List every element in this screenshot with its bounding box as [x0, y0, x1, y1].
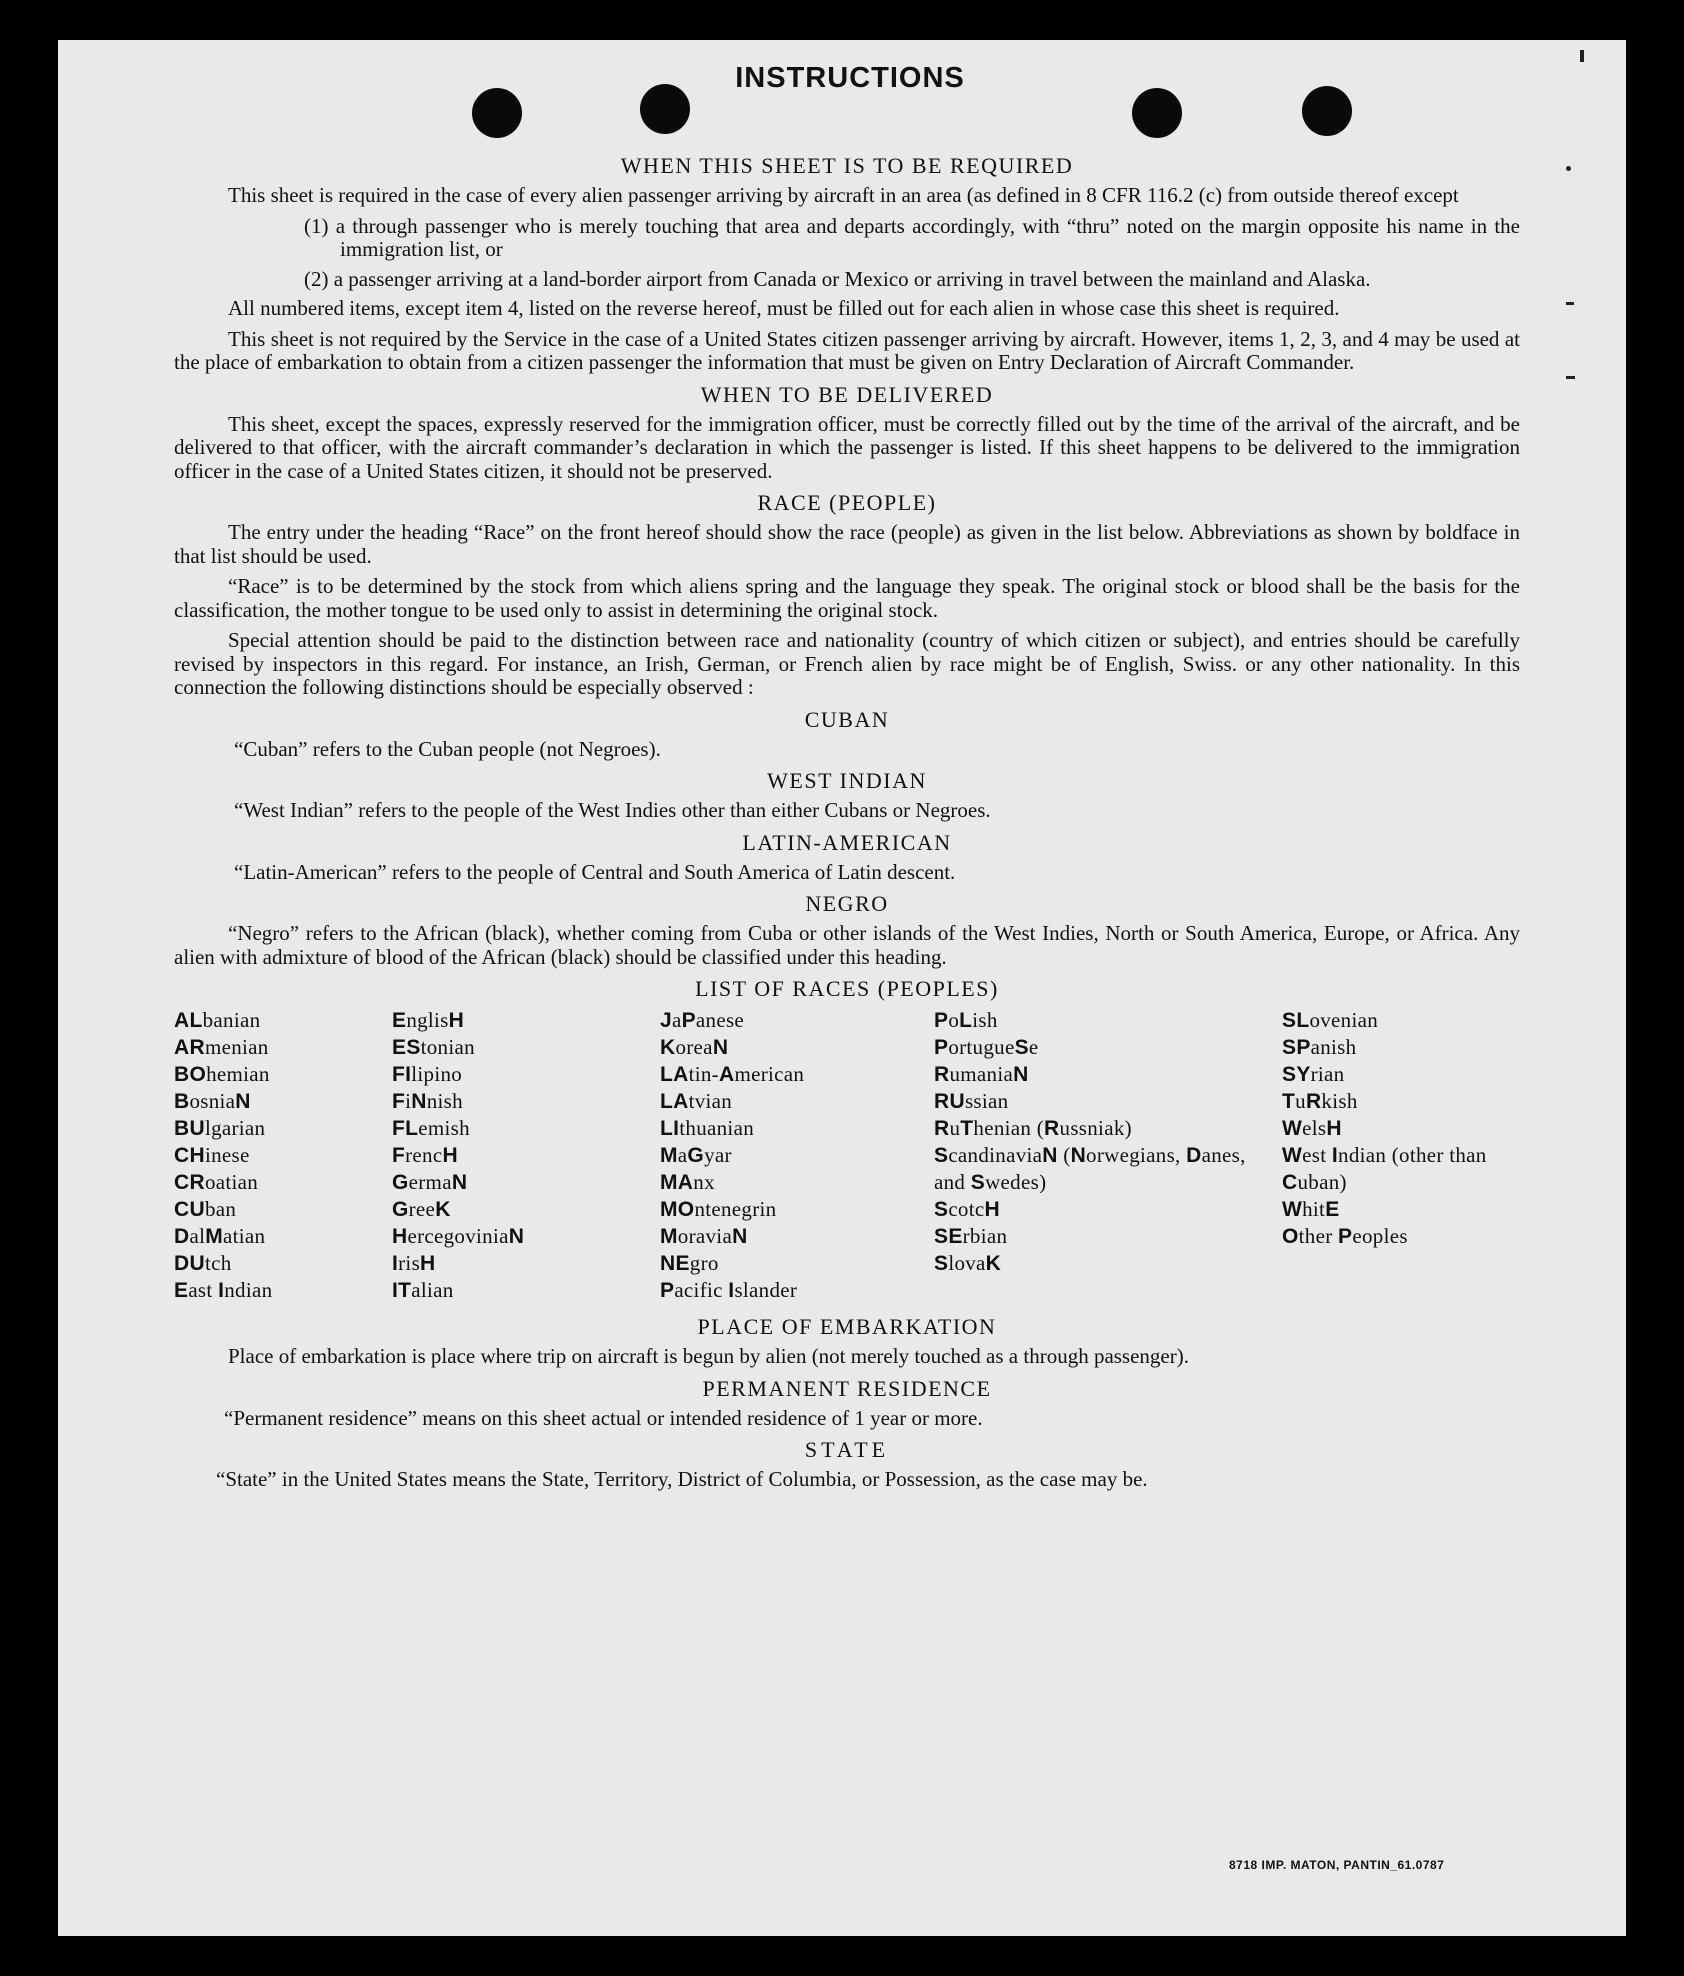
section-heading-residence: PERMANENT RESIDENCE [702, 1375, 992, 1401]
race-entry: TuRkish [1282, 1089, 1358, 1113]
races-column [660, 1007, 934, 1304]
race-entry: Other Peoples [1282, 1224, 1408, 1248]
race-entry: SErbian [934, 1224, 1008, 1248]
race-entry: RumaniaN [934, 1062, 1029, 1086]
section-heading-delivered: WHEN TO BE DELIVERED [700, 381, 994, 407]
races-column [392, 1007, 660, 1304]
section-heading-races-list: LIST OF RACES (PEOPLES) [695, 976, 999, 1001]
race-entry: FIlipino [392, 1062, 463, 1086]
race-entry: MAnx [660, 1170, 715, 1194]
instructions-body [174, 146, 1520, 1499]
races-column [934, 1007, 1282, 1304]
race-entry: WhitE [1282, 1197, 1340, 1221]
race-entry: LIthuanian [660, 1116, 754, 1140]
races-column [1282, 1007, 1520, 1304]
race-entry: JaPanese [660, 1008, 745, 1032]
race-entry: MoraviaN [660, 1224, 748, 1248]
race-entry: Pacific Islander [660, 1278, 798, 1302]
races-column [174, 1007, 392, 1304]
definition-text: “Permanent residence” means on this sheet actual or intended residence of 1 year or more. [224, 1405, 983, 1430]
race-entry: BUlgarian [174, 1116, 266, 1140]
race-entry: GermaN [392, 1170, 468, 1194]
race-entry: DalMatian [174, 1224, 266, 1248]
race-entry: CRoatian [174, 1170, 259, 1194]
paragraph: This sheet, except the spaces, expressly reserved for the immigration officer, must be correctly filled out by the time of the arrival of the aircraft, and be delivered to that officer, with the aircraft commander’s declaration in which the passenger is listed. If this sheet happens to be delivered to the immigration officer in the case of a United States citizen, it should not be preserved. [174, 411, 1520, 483]
race-entry: RuThenian (Russniak) [934, 1116, 1132, 1140]
punch-hole [1132, 88, 1182, 138]
race-entry: SYrian [1282, 1062, 1345, 1086]
definition-text: “Cuban” refers to the Cuban people (not Negroes). [234, 736, 661, 761]
race-entry: HercegoviniaN [392, 1224, 525, 1248]
scan-speck [1566, 302, 1574, 305]
race-entry: ScandinaviaN (Norwegians, Danes, and Swedes) [934, 1143, 1246, 1194]
race-entry: East Indian [174, 1278, 273, 1302]
definition-text: “State” in the United States means the State, Territory, District of Columbia, or Possession, as the case may be. [216, 1467, 1148, 1491]
race-entry: PoLish [934, 1008, 998, 1032]
race-entry: West Indian (other than Cuban) [1282, 1143, 1487, 1194]
race-entry: NEgro [660, 1251, 719, 1275]
paragraph: This sheet is not required by the Service in the case of a United States citizen passenger arriving by aircraft. However, items 1, 2, 3, and 4 may be used at the place of embarkation to obtain from a citizen passenger the information that must be given on Entry Declaration of Aircraft Commander. [174, 326, 1520, 374]
race-entry: ARmenian [174, 1035, 269, 1059]
section-heading-required: WHEN THIS SHEET IS TO BE REQUIRED [620, 153, 1074, 178]
race-entry: LAtin-American [660, 1062, 805, 1086]
punch-hole [1302, 86, 1352, 136]
race-entry: SlovaK [934, 1251, 1002, 1275]
race-entry: CUban [174, 1197, 237, 1221]
race-entry: EnglisH [392, 1008, 465, 1032]
section-heading-race: RACE (PEOPLE) [757, 490, 937, 515]
race-entry: ITalian [392, 1278, 454, 1302]
race-entry: ALbanian [174, 1008, 261, 1032]
race-entry: KoreaN [660, 1035, 729, 1059]
paragraph: The entry under the heading “Race” on the front hereof should show the race (people) as given in the list below. Abbreviations as shown by boldface in that list should be used. [174, 520, 1520, 568]
races-list [174, 1007, 1520, 1304]
definition-text: “Latin-American” refers to the people of Central and South America of Latin descent. [234, 859, 956, 884]
exception-item: (1) a through passenger who is merely touching that area and departs accordingly, with “thru” noted on the margin opposite his name in the immigration list, or [304, 213, 1520, 261]
race-entry: LAtvian [660, 1089, 733, 1113]
race-entry: GreeK [392, 1197, 451, 1221]
race-entry: EStonian [392, 1035, 475, 1059]
exception-item: (2) a passenger arriving at a land-border airport from Canada or Mexico or arriving in travel between the mainland and Alaska. [304, 266, 1371, 291]
scan-speck [1566, 166, 1571, 171]
page-title: INSTRUCTIONS [735, 62, 965, 94]
paragraph: All numbered items, except item 4, listed on the reverse hereof, must be filled out for each alien in whose case this sheet is required. [228, 296, 1340, 320]
section-heading-west-indian: WEST INDIAN [767, 768, 927, 793]
section-heading-cuban: CUBAN [804, 706, 890, 732]
section-heading-embarkation: PLACE OF EMBARKATION [697, 1314, 997, 1339]
definition-text: Place of embarkation is place where trip on aircraft is begun by alien (not merely touched as a through passenger). [228, 1344, 1189, 1368]
race-entry: DUtch [174, 1251, 232, 1275]
section-heading-state: STATE [804, 1437, 890, 1462]
section-heading-latin-american: LATIN-AMERICAN [742, 829, 952, 855]
race-entry: FiNnish [392, 1089, 463, 1113]
race-entry: FrencH [392, 1143, 458, 1167]
paragraph: “Race” is to be determined by the stock from which aliens spring and the language they speak. The original stock or blood shall be the basis for the classification, the mother tongue to be used only to assist in determining the original stock. [174, 574, 1520, 622]
race-entry: MaGyar [660, 1143, 732, 1167]
race-entry: WelsH [1282, 1116, 1342, 1140]
race-entry: MOntenegrin [660, 1197, 777, 1221]
race-entry: SLovenian [1282, 1008, 1379, 1032]
paragraph: Special attention should be paid to the distinction between race and nationality (country of which citizen or subject), and entries should be carefully revised by inspectors in this regard. For instance, an Irish, German, or French alien by race might be of English, Swiss. or any other nationality. In this connection the following distinctions should be especially observed : [174, 628, 1520, 699]
definition-text: “West Indian” refers to the people of the West Indies other than either Cubans or Negroes. [234, 798, 991, 822]
race-entry: IrisH [392, 1251, 436, 1275]
scan-speck [1580, 50, 1584, 62]
punch-hole [472, 88, 522, 138]
printer-imprint: 8718 IMP. MATON, PANTIN_61.0787 [1229, 1858, 1445, 1872]
definition-text: “Negro” refers to the African (black), whether coming from Cuba or other islands of the West Indies, North or South America, Europe, or Africa. Any alien with admixture of blood of the African (black) should be classified under this heading. [174, 921, 1520, 969]
race-entry: ScotcH [934, 1197, 1000, 1221]
race-entry: PortugueSe [934, 1035, 1039, 1059]
race-entry: CHinese [174, 1143, 250, 1167]
race-entry: BosniaN [174, 1089, 251, 1113]
race-entry: RUssian [934, 1089, 1009, 1113]
paragraph: This sheet is required in the case of every alien passenger arriving by aircraft in an area (as defined in 8 CFR 116.2 (c) from outside thereof except [228, 183, 1459, 207]
race-entry: SPanish [1282, 1035, 1357, 1059]
section-heading-negro: NEGRO [805, 891, 889, 916]
race-entry: BOhemian [174, 1062, 270, 1086]
scan-speck [1566, 376, 1575, 379]
race-entry: FLemish [392, 1116, 470, 1140]
